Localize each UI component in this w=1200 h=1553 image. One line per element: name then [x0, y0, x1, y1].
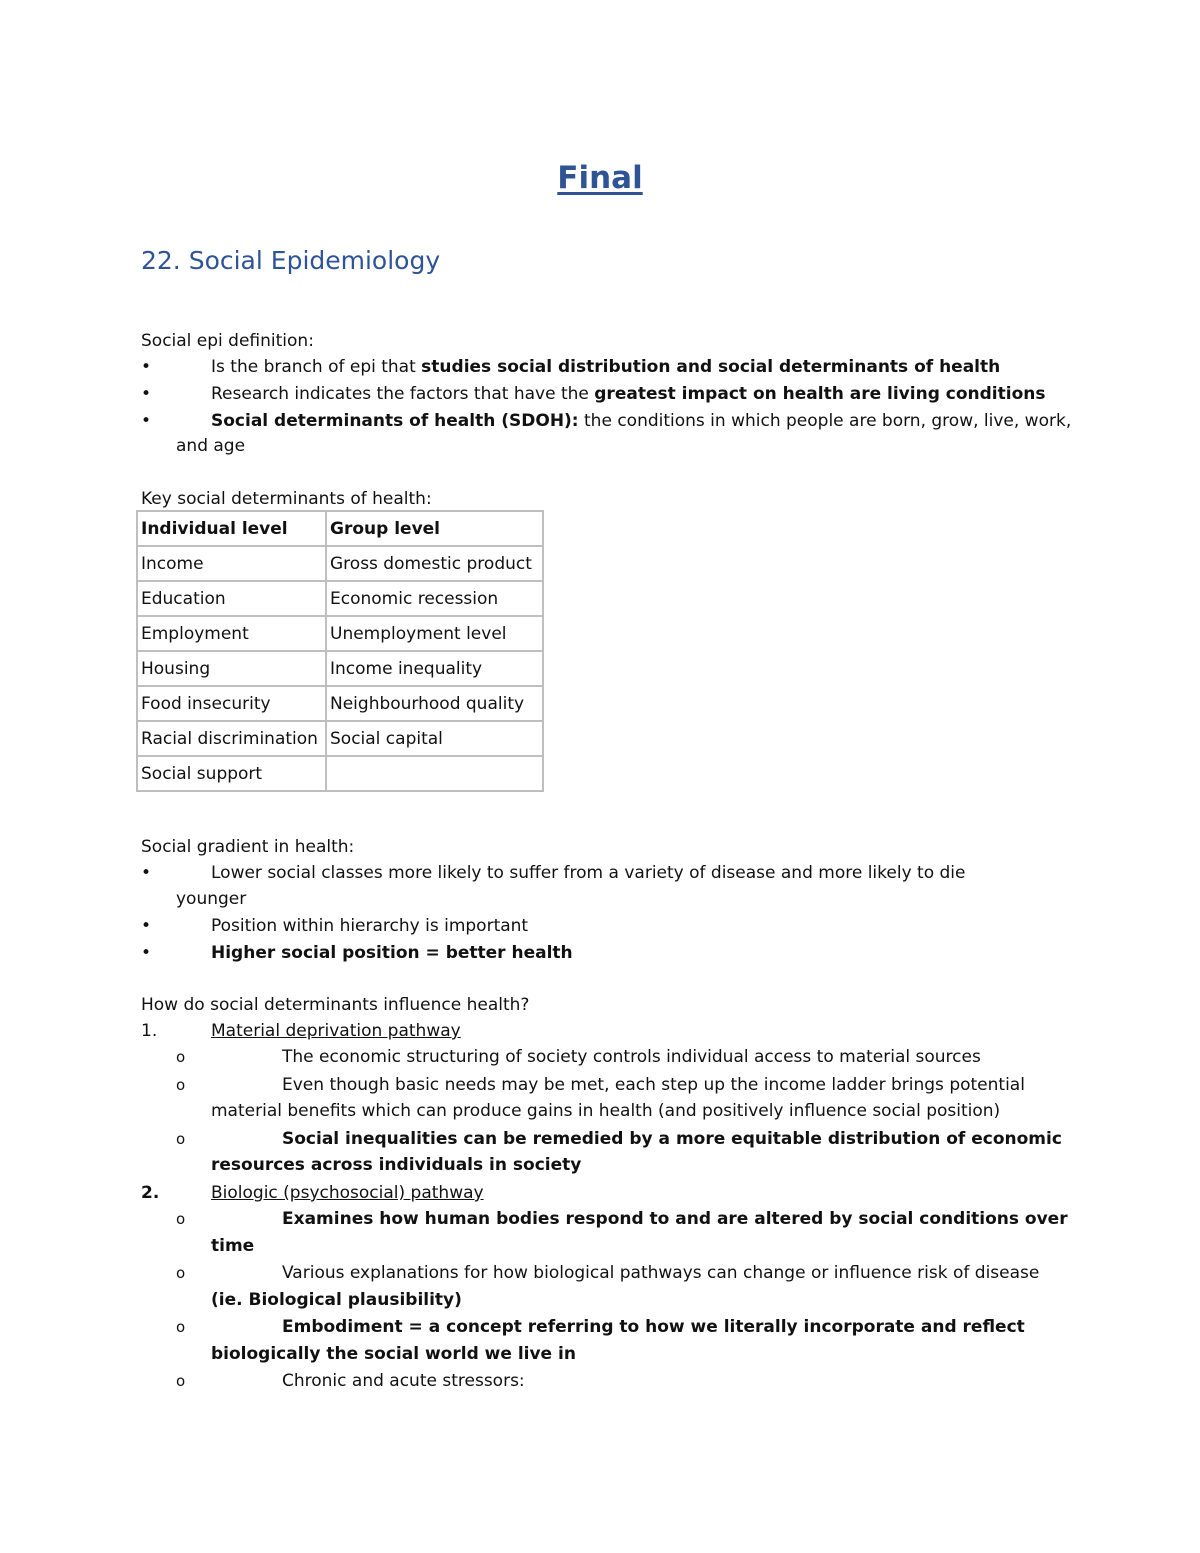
table-cell: Racial discrimination	[137, 721, 326, 756]
table-cell: Income inequality	[326, 651, 543, 686]
table-cell: Gross domestic product	[326, 546, 543, 581]
pathway-2-item-1-continuation: time	[211, 1236, 255, 1256]
table-cell: Education	[137, 581, 326, 616]
table-row	[137, 581, 543, 616]
gradient-bullet-2: Position within hierarchy is important	[211, 916, 529, 936]
pathway-1-item-1: The economic structuring of society controls individual access to material sources	[282, 1047, 981, 1067]
pathway-2-item-2: Various explanations for how biological pathways can change or influence risk of disease	[282, 1263, 1040, 1283]
table-cell: Unemployment level	[326, 616, 543, 651]
pathway-number: 2.	[141, 1183, 160, 1203]
pathway-1-item-3-continuation: resources across individuals in society	[211, 1155, 582, 1175]
table-row	[137, 616, 543, 651]
pathway-1-item-2: Even though basic needs may be met, each step up the income ladder brings potential	[282, 1075, 1025, 1095]
sdoh-table	[136, 510, 544, 792]
definition-bullet-1: Is the branch of epi that studies social distribution and social determinants of health	[211, 357, 1001, 377]
pathway-2-item-3-continuation: biologically the social world we live in	[211, 1344, 576, 1364]
table-header-row	[137, 511, 543, 546]
gradient-bullet-1: Lower social classes more likely to suffer from a variety of disease and more likely to die	[211, 863, 966, 883]
definition-label: Social epi definition:	[141, 331, 314, 351]
pathway-1-title: Material deprivation pathway	[211, 1021, 461, 1041]
table-cell: Income	[137, 546, 326, 581]
sub-bullet-icon: o	[176, 1264, 186, 1282]
table-cell: Housing	[137, 651, 326, 686]
definition-bullet-3-continuation: and age	[176, 436, 246, 456]
sub-bullet-icon: o	[176, 1076, 186, 1094]
gradient-bullet-1-continuation: younger	[176, 889, 247, 909]
table-cell: Neighbourhood quality	[326, 686, 543, 721]
pathway-1-item-2-continuation: material benefits which can produce gains in health (and positively influence social position)	[211, 1101, 1001, 1121]
table-header-cell: Individual level	[137, 511, 326, 546]
table-row	[137, 686, 543, 721]
table-cell: Food insecurity	[137, 686, 326, 721]
bullet-icon: •	[141, 863, 152, 883]
table-row	[137, 721, 543, 756]
table-cell: Employment	[137, 616, 326, 651]
pathway-2-item-1: Examines how human bodies respond to and are altered by social conditions over	[282, 1209, 1068, 1229]
table-label: Key social determinants of health:	[141, 489, 432, 509]
sub-bullet-icon: o	[176, 1318, 186, 1336]
table-cell: Social support	[137, 756, 326, 791]
bullet-icon: •	[141, 916, 152, 936]
gradient-label: Social gradient in health:	[141, 837, 355, 857]
pathway-2-title: Biologic (psychosocial) pathway	[211, 1183, 484, 1203]
pathway-number: 1.	[141, 1021, 158, 1041]
sub-bullet-icon: o	[176, 1130, 186, 1148]
sub-bullet-icon: o	[176, 1210, 186, 1228]
table-row	[137, 651, 543, 686]
bullet-icon: •	[141, 384, 152, 404]
bullet-icon: •	[141, 357, 152, 377]
table-cell	[326, 756, 543, 791]
definition-bullet-3: Social determinants of health (SDOH): the conditions in which people are born, grow, live, work,	[211, 411, 1072, 431]
table-row	[137, 756, 543, 791]
section-heading: 22. Social Epidemiology	[141, 246, 441, 275]
table-cell: Economic recession	[326, 581, 543, 616]
table-header-cell: Group level	[326, 511, 543, 546]
gradient-bullet-3: Higher social position = better health	[211, 943, 573, 963]
influence-label: How do social determinants influence health?	[141, 995, 530, 1015]
bullet-icon: •	[141, 943, 152, 963]
pathway-1-item-3: Social inequalities can be remedied by a more equitable distribution of economic	[282, 1129, 1062, 1149]
pathway-2-item-4: Chronic and acute stressors:	[282, 1371, 525, 1391]
bullet-icon: •	[141, 411, 152, 431]
sub-bullet-icon: o	[176, 1048, 186, 1066]
pathway-2-item-3: Embodiment = a concept referring to how we literally incorporate and reflect	[282, 1317, 1025, 1337]
page-title: Final	[557, 160, 643, 196]
table-row	[137, 546, 543, 581]
pathway-2-item-2-continuation: (ie. Biological plausibility)	[211, 1290, 462, 1310]
definition-bullet-2: Research indicates the factors that have the greatest impact on health are living conditions	[211, 384, 1046, 404]
sub-bullet-icon: o	[176, 1372, 186, 1390]
table-cell: Social capital	[326, 721, 543, 756]
